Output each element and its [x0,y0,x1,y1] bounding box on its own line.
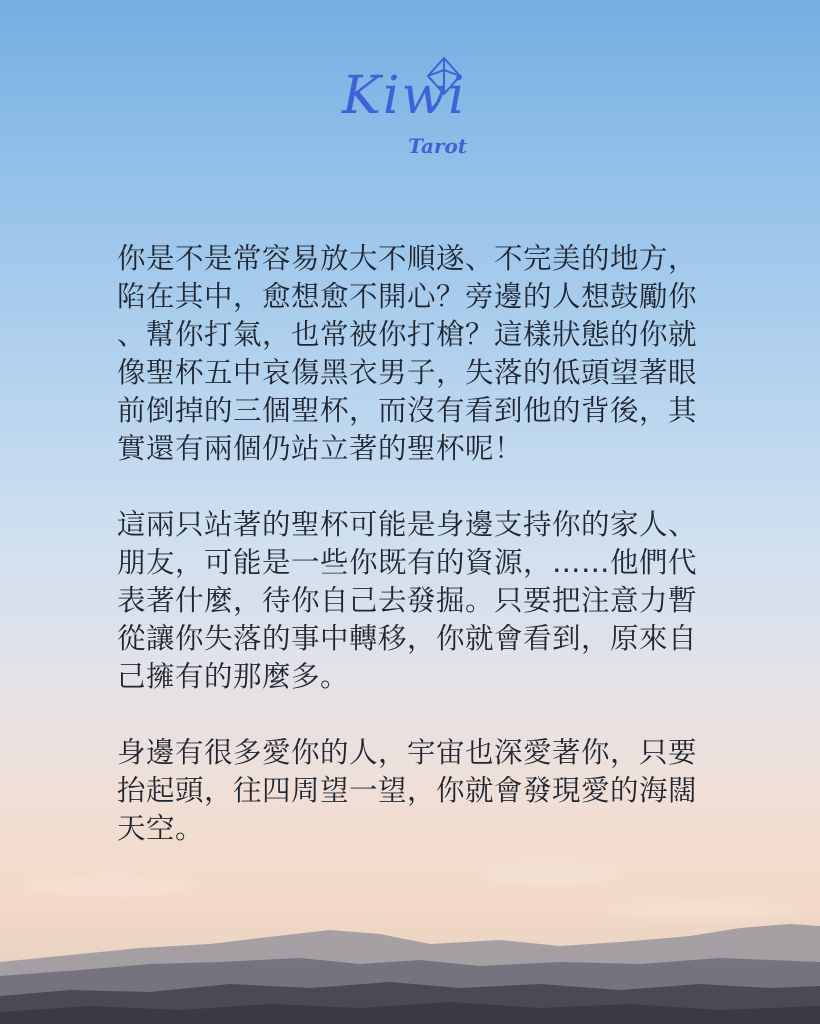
mountain-silhouette [0,904,820,1024]
text-line: 朋友，可能是一些你既有的資源，……他們代 [117,546,698,579]
text-line: 、幫你打氣，也常被你打槍？這樣狀態的你就 [117,318,698,351]
text-line: 身邊有很多愛你的人，宇宙也深愛著你，只要 [117,736,698,769]
paragraph-3 [117,734,737,848]
text-line: 己擁有的那麼多。 [117,660,350,693]
text-line: 前倒掉的三個聖杯，而沒有看到他的背後，其 [117,394,698,427]
text-line: 抬起頭，往四周望一望，你就會發現愛的海闊 [117,774,698,807]
paragraph-1 [117,240,737,468]
text-line: 天空。 [117,812,205,845]
paragraph-2 [117,506,737,696]
text-line: 陷在其中，愈想愈不開心？旁邊的人想鼓勵你 [117,280,698,313]
logo-wordmark: Kiwi [342,66,467,126]
text-line: 你是不是常容易放大不順遂、不完美的地方， [117,242,698,275]
article-text [117,240,737,886]
text-line: 表著什麼，待你自己去發掘。只要把注意力暫 [117,584,698,617]
text-line: 實還有兩個仍站立著的聖杯呢！ [117,432,524,465]
logo-subtitle: Tarot [408,134,468,158]
brand-logo [340,56,480,166]
text-line: 從讓你失落的事中轉移，你就會看到，原來自 [117,622,698,655]
text-line: 像聖杯五中哀傷黑衣男子，失落的低頭望著眼 [117,356,698,389]
text-line: 這兩只站著的聖杯可能是身邊支持你的家人、 [117,508,698,541]
